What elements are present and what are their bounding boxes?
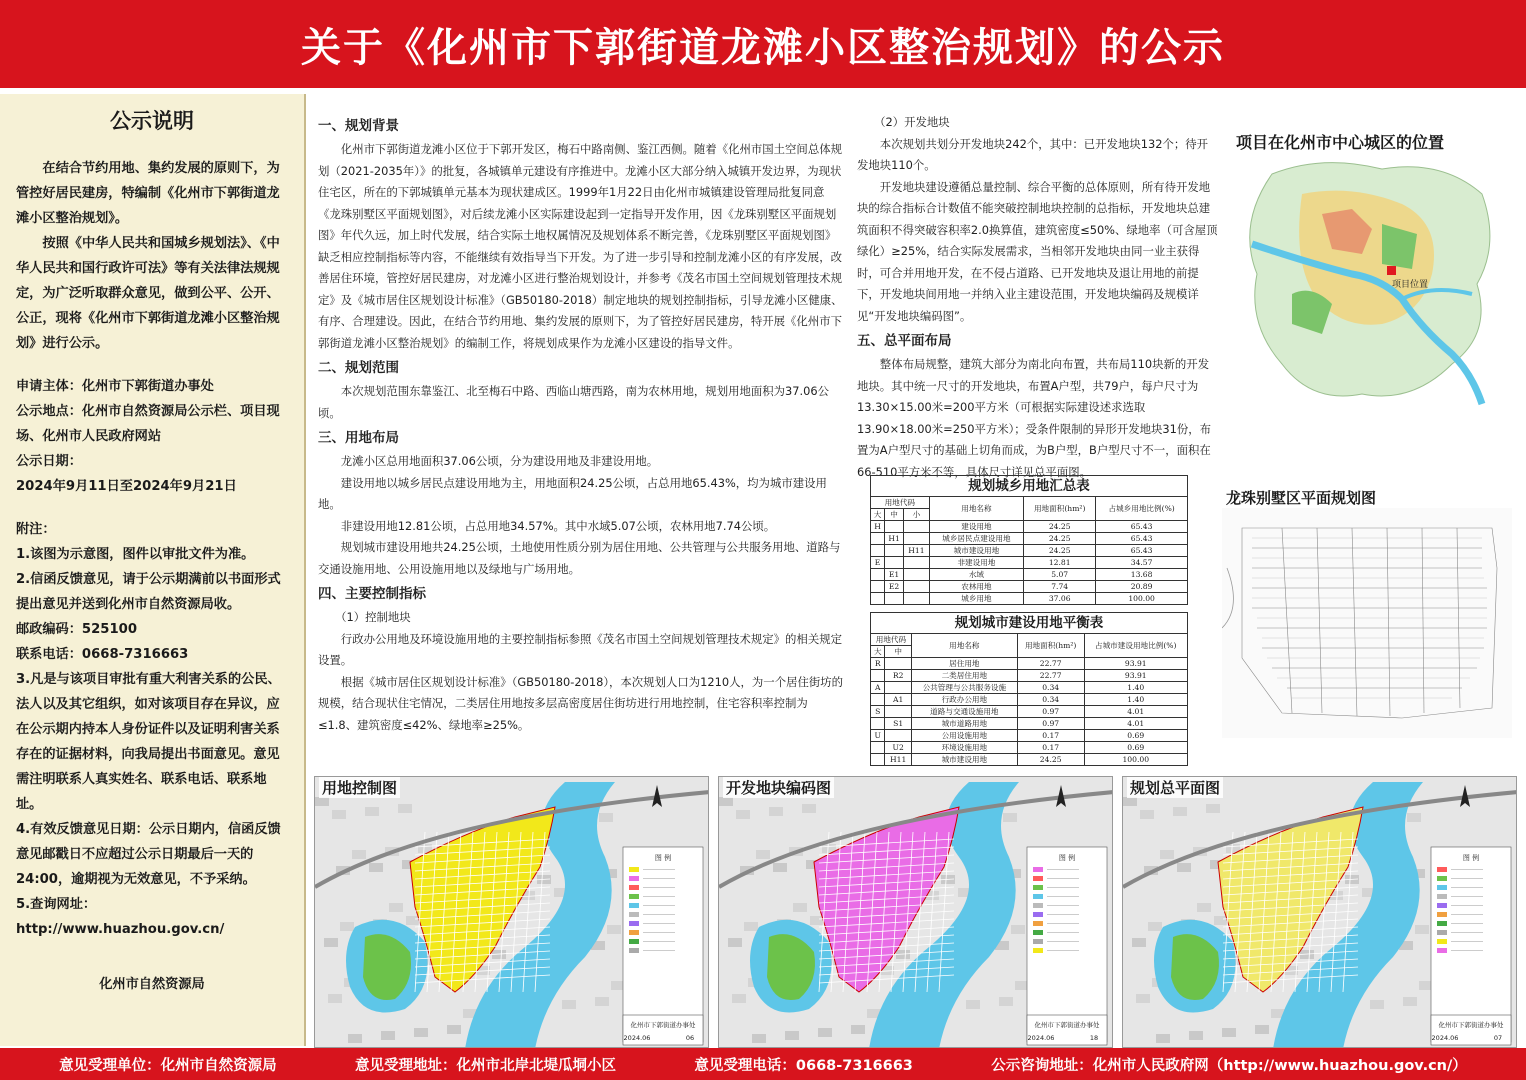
section-paragraph: 本次规划共划分开发地块242个，其中：已开发地块132个；待开发地块110个。 [857, 136, 1209, 172]
aerial-block [1206, 804, 1220, 813]
aerial-block [328, 994, 342, 1003]
col-header: 用地代码 [871, 497, 930, 509]
section-paragraph: 化州市下郭街道龙滩小区位于下郭开发区，梅石中路南侧、鉴江西侧。随着《化州市国土空间总体规划（2021-2035年）》的批复，各城镇单元建设有序推进中。龙滩小区大部分纳入城镇开发边界，为现状住宅区，所在的下郭城镇单元基本为现状建成区。1999年1月22日由化州市城镇建设管理局批复同意《龙珠别墅区平面规划图》，对后续龙滩小区实际建设起到一定指导开发作用，因《龙珠别墅区平面规划图》年代久远，加上时代发展，结合实际土地权属情况及规划体系不断完善，《龙珠别墅区平面规划图》缺乏相应控制指标等内容，不能继续有效指导当下开发。为了进一步引导和控制龙滩小区的有序发展，改善居住环境，管控好居民建房，对龙滩小区进行整治规划设计，并参考《茂名市国土空间规划管理技术规定》及《城市居住区规划设计标准》（GB50180-2018）制定地块的规划控制指标，引导龙滩小区健康、有序、合理建设。因此，在结合节约用地、集约发展的原则下，为了管控好居民建房，特开展《化州市下郭街道龙滩小区整治规划》的编制工作，将规划成果作为龙滩小区建设的指导文件。 [318, 142, 843, 350]
legend-swatch [1437, 867, 1447, 872]
section-heading: 一、规划背景 [318, 118, 399, 134]
notice-para-1: 在结合节约用地、集约发展的原则下，为管控好居民建房，特编制《化州市下郭街道龙滩小区整治规划》。 [16, 161, 280, 226]
table-cell: S [871, 706, 885, 718]
table-cell: 0.17 [1017, 742, 1084, 754]
aerial-block [744, 922, 758, 931]
table-row [871, 754, 1188, 766]
table-cell [885, 557, 904, 569]
col-header: 用地名称 [929, 497, 1023, 521]
aerial-block [756, 850, 770, 859]
map-title: 规划总平面图 [1127, 777, 1223, 798]
legend-swatch [1033, 930, 1043, 935]
table-cell: H11 [885, 754, 911, 766]
map-page: 07 [1493, 1034, 1503, 1042]
section-heading: 三、用地布局 [318, 430, 399, 446]
table-cell: H [871, 521, 885, 533]
table-cell [885, 545, 904, 557]
notice-para-2: 按照《中华人民共和国城乡规划法》、《中华人民共和国行政许可法》等有关法律法规规定，为广泛听取群众意见，做到公平、公开、公正，现将《化州市下郭街道龙滩小区整治规划》进行公示。 [16, 236, 280, 351]
section-paragraph: 开发地块建设遵循总量控制、综合平衡的总体原则，所有待开发地块的综合指标合计数值不能突破控制地块控制的总指标，开发地块总建筑面积不得突破容积率2.0换算值，建筑密度≤50%、绿地率（可含屋顶绿化）≥25%，结合实际发展需求，当相邻开发地块由同一业主获得时，可合并用地开发，在不侵占道路、已开发地块及退让用地的前提下，开发地块间用地一并纳入业主建设范围，开发地块编码及规模详见“开发地块编码图”。 [857, 179, 1218, 323]
section-paragraph: 根据《城市居住区规划设计标准》（GB50180-2018），本次规划人口为1210人，为一个居住街坊的规模，结合现状住宅情况，二类居住用地按多层高密度居住街坊进行用地控制，住宅容积率控制为≤1.8、建筑密度≤42%、绿地率≥25%。 [318, 674, 844, 732]
map-title: 用地控制图 [319, 777, 400, 798]
project-location-marker [1387, 266, 1396, 275]
aerial-block [324, 938, 338, 947]
aerial-block [381, 1031, 395, 1040]
table-cell: A [871, 682, 885, 694]
table-row [871, 533, 1188, 545]
table-cell: 二类居住用地 [911, 670, 1017, 682]
table-cell: 城市道路用地 [911, 718, 1017, 730]
legend-title: 图 例 [1058, 854, 1076, 862]
table-cell [871, 593, 885, 605]
aerial-block [1132, 938, 1146, 947]
applicant: 申请主体：化州市下郭街道办事处 [16, 379, 214, 394]
section-paragraph: 龙滩小区总用地面积37.06公顷，分为建设用地及非建设用地。 [340, 454, 659, 468]
legend-swatch [1437, 912, 1447, 917]
legend-swatch [1437, 948, 1447, 953]
legend-swatch [1033, 894, 1043, 899]
section-paragraph: 建设用地以城乡居民点建设用地为主，用地面积24.25公顷，占总用地65.43%，均为城市建设用地。 [318, 475, 827, 511]
note-2: 2.信函反馈意见，请于公示期满前以书面形式提出意见并送到化州市自然资源局收。 [16, 572, 281, 612]
legend-swatch [1033, 885, 1043, 890]
table-cell: 0.69 [1084, 742, 1188, 754]
table-cell: 城乡用地 [929, 593, 1023, 605]
table-row [871, 593, 1188, 605]
aerial-block [736, 810, 750, 819]
table-cell [904, 581, 930, 593]
subsection-heading: （2）开发地块 [874, 115, 950, 129]
table-cell [885, 593, 904, 605]
col-header: 小 [904, 509, 930, 521]
table-cell: 65.43 [1096, 533, 1188, 545]
table-cell [885, 730, 911, 742]
postcode: 邮政编码：525100 [16, 622, 137, 637]
table-cell [885, 682, 911, 694]
table-row [871, 521, 1188, 533]
aerial-block [332, 810, 346, 819]
table-cell [885, 658, 911, 670]
legend-swatch [1033, 948, 1043, 953]
aerial-block [352, 850, 366, 859]
aerial-block [719, 797, 733, 806]
footer-phone: 意见受理电话：0668-7316663 [694, 1057, 913, 1074]
aerial-block [1403, 997, 1417, 1006]
table-cell: H11 [904, 545, 930, 557]
aerial-block [398, 804, 412, 813]
table-cell: S1 [885, 718, 911, 730]
table-row [871, 569, 1188, 581]
notice-heading: 公示说明 [110, 109, 194, 133]
map-date: 2024.06 [1431, 1034, 1459, 1042]
legend-swatch [629, 921, 639, 926]
legend-swatch [1033, 867, 1043, 872]
table-cell: 农林用地 [929, 581, 1023, 593]
aerial-block [607, 925, 621, 934]
aerial-block [1177, 863, 1191, 872]
table-cell: 公用设施用地 [911, 730, 1017, 742]
table-cell: 0.34 [1017, 694, 1084, 706]
publish-date-value: 2024年9月11日至2024年9月21日 [16, 479, 237, 494]
table-row [871, 742, 1188, 754]
table-row [871, 670, 1188, 682]
legend-swatch [629, 930, 639, 935]
table-cell: 34.57 [1096, 557, 1188, 569]
col-header: 占城市建设用地比例(%) [1084, 634, 1188, 658]
table-cell: 24.25 [1017, 754, 1084, 766]
land-summary-table [870, 475, 1188, 605]
table-row [871, 694, 1188, 706]
table-row [871, 730, 1188, 742]
aerial-block [1197, 903, 1211, 912]
legend-swatch [629, 876, 639, 881]
aerial-block [728, 938, 742, 947]
legend-swatch [629, 885, 639, 890]
table-cell [904, 521, 930, 533]
aerial-block [1140, 810, 1154, 819]
table-cell: H1 [885, 533, 904, 545]
map-title: 开发地块编码图 [723, 777, 834, 798]
aerial-block [1189, 1031, 1203, 1040]
legend-title: 图 例 [654, 854, 672, 862]
footer-website[interactable]: 公示咨询地址：化州市人民政府网（http://www.huazhou.gov.cn/） [991, 1057, 1467, 1074]
aerial-block [414, 1028, 428, 1037]
table-cell: 城市建设用地 [929, 545, 1023, 557]
map-date: 2024.06 [1027, 1034, 1055, 1042]
table-cell [871, 754, 885, 766]
col-header: 用地面积(hm²) [1024, 497, 1096, 521]
map-page: 06 [685, 1034, 695, 1042]
plot-coding-map [718, 776, 1113, 1048]
table-cell [871, 569, 885, 581]
aerial-block [1156, 1034, 1170, 1043]
legend-swatch [1437, 903, 1447, 908]
table-cell: 65.43 [1096, 521, 1188, 533]
aerial-block [365, 807, 379, 816]
table-row [871, 581, 1188, 593]
location-map-title: 项目在化州市中心城区的位置 [1236, 133, 1445, 152]
legend-swatch [629, 867, 639, 872]
section-heading: 四、主要控制指标 [318, 586, 426, 602]
table-row [871, 682, 1188, 694]
land-control-map [314, 776, 709, 1048]
map-org: 化州市下郭街道办事处 [1034, 1021, 1100, 1029]
table-cell: 居住用地 [911, 658, 1017, 670]
publish-location: 公示地点：化州市自然资源局公示栏、项目现场、化州市人民政府网站 [16, 404, 280, 444]
table-cell: 22.77 [1017, 658, 1084, 670]
table-cell [871, 545, 885, 557]
table-cell: 非建设用地 [929, 557, 1023, 569]
table-cell [871, 742, 885, 754]
table-cell: 0.34 [1017, 682, 1084, 694]
issuing-org: 化州市自然资源局 [99, 977, 205, 992]
publish-date-label: 公示日期： [16, 454, 82, 469]
table-cell: 93.91 [1084, 658, 1188, 670]
note-1: 1.该图为示意图，图件以审批文件为准。 [16, 547, 255, 562]
legend-swatch [1033, 876, 1043, 881]
section-paragraph: 整体布局规整，建筑大部分为南北向布置，共布局110块新的开发地块。其中统一尺寸的开发地块，布置A户型，共79户，每户尺寸为13.30×15.00米=200平方米（可根据实际建设述求选取13.90×18.00米=250平方米）；受条件限制的异形开发地块31份，布置为A户型尺寸的基础上切角而成，为B户型，B户型尺寸不一，面积在66-510平方米不等，具体尺寸详见总平面图。 [857, 357, 1212, 479]
aerial-block [1407, 813, 1421, 822]
footer-address: 意见受理地址：化州市北岸北堤瓜垌小区 [355, 1057, 617, 1074]
col-header: 用地面积(hm²) [1017, 634, 1084, 658]
table-row [871, 557, 1188, 569]
aerial-block [1011, 925, 1025, 934]
table-cell: 1.40 [1084, 694, 1188, 706]
table-cell: 12.81 [1024, 557, 1096, 569]
table-cell: 100.00 [1084, 754, 1188, 766]
col-header: 大 [871, 646, 885, 658]
table-cell: 0.69 [1084, 730, 1188, 742]
aerial-block [773, 863, 787, 872]
table-cell [885, 521, 904, 533]
table-cell [904, 557, 930, 569]
table-cell: 65.43 [1096, 545, 1188, 557]
footer-unit: 意见受理单位：化州市自然资源局 [59, 1057, 277, 1074]
location-map [1232, 154, 1502, 410]
table-cell: 行政办公用地 [911, 694, 1017, 706]
legend-swatch [629, 894, 639, 899]
note-3: 3.凡是与该项目审批有重大利害关系的公民、法人以及其它组织，如对该项目存在异议，应在公示期内持本人身份证件以及证明利害关系存在的证据材料，向我局提出书面意见。意见需注明联系人真实姓名、联系电话、联系地址。 [16, 672, 281, 812]
table-cell: 4.01 [1084, 706, 1188, 718]
table-cell: 4.01 [1084, 718, 1188, 730]
aerial-block [732, 994, 746, 1003]
aerial-block [315, 797, 329, 806]
legend-swatch [1437, 876, 1447, 881]
table-cell: 7.74 [1024, 581, 1096, 593]
table-cell: 5.07 [1024, 569, 1096, 581]
aerial-block [752, 1034, 766, 1043]
aerial-block [1003, 813, 1017, 822]
col-header: 占城乡用地比例(%) [1096, 497, 1188, 521]
table-cell: 100.00 [1096, 593, 1188, 605]
legend-swatch [629, 903, 639, 908]
aerial-block [369, 863, 383, 872]
table-cell: 环境设施用地 [911, 742, 1017, 754]
legend-swatch [629, 939, 639, 944]
aerial-block [389, 903, 403, 912]
table-cell: 24.25 [1024, 545, 1096, 557]
table-cell [904, 533, 930, 545]
aerial-block [1370, 1000, 1384, 1009]
aerial-block [851, 1025, 865, 1034]
table-cell: E2 [885, 581, 904, 593]
aerial-block [447, 1025, 461, 1034]
table-row [871, 706, 1188, 718]
old-plan-map [1222, 508, 1512, 738]
table-cell: E [871, 557, 885, 569]
aerial-block [999, 997, 1013, 1006]
table-cell: R [871, 658, 885, 670]
aerial-block [966, 1000, 980, 1009]
table-row [871, 658, 1188, 670]
map-page: 18 [1089, 1034, 1099, 1042]
table-cell: 城乡居民点建设用地 [929, 533, 1023, 545]
table-cell: 水域 [929, 569, 1023, 581]
legend-swatch [1033, 921, 1043, 926]
table-cell: 13.68 [1096, 569, 1188, 581]
construction-land-balance-table [870, 612, 1188, 766]
aerial-block [1136, 994, 1150, 1003]
aerial-block [1148, 922, 1162, 931]
aerial-block [340, 922, 354, 931]
table-cell: R2 [885, 670, 911, 682]
table-cell [871, 581, 885, 593]
table-cell: A1 [885, 694, 911, 706]
legend-swatch [1437, 939, 1447, 944]
footer-bar [0, 1048, 1526, 1080]
table-cell: 20.89 [1096, 581, 1188, 593]
table-caption: 规划城乡用地汇总表 [870, 475, 1188, 496]
aerial-block [1222, 1028, 1236, 1037]
note-5: 5.查询网址：http://www.huazhou.gov.cn/ [16, 897, 225, 937]
table-cell: 22.77 [1017, 670, 1084, 682]
table-cell: 24.25 [1024, 533, 1096, 545]
col-header: 用地名称 [911, 634, 1017, 658]
table-cell [871, 670, 885, 682]
project-location-label: 项目位置 [1392, 280, 1429, 290]
aerial-block [1123, 797, 1137, 806]
col-header: 中 [885, 509, 904, 521]
legend-swatch [1437, 894, 1447, 899]
aerial-block [1160, 850, 1174, 859]
section-heading: 二、规划范围 [318, 360, 399, 376]
contact-phone: 联系电话：0668-7316663 [16, 647, 189, 662]
section-paragraph: 非建设用地12.81公顷，占总用地34.57%。其中水域5.07公顷，农林用地7.74公顷。 [340, 518, 776, 533]
section-paragraph: 行政办公用地及环境设施用地的主要控制指标参照《茂名市国土空间规划管理技术规定》的相关规定设置。 [318, 631, 842, 667]
table-cell: 建设用地 [929, 521, 1023, 533]
col-header: 用地代码 [871, 634, 912, 646]
section-paragraph: 本次规划范围东靠鉴江、北至梅石中路、西临山塘西路，南为农林用地，规划用地面积为37.06公顷。 [318, 384, 830, 420]
aerial-block [785, 1031, 799, 1040]
col-header: 大 [871, 509, 885, 521]
plan-text-column-1 [318, 112, 846, 736]
aerial-block [348, 1034, 362, 1043]
table-row [871, 545, 1188, 557]
aerial-block [1173, 807, 1187, 816]
section-paragraph: 规划城市建设用地共24.25公顷，土地使用性质分别为居住用地、公共管理与公共服务用地、道路与交通设施用地、公用设施用地以及绿地与广场用地。 [318, 540, 841, 576]
legend-swatch [1437, 885, 1447, 890]
table-cell: 城市建设用地 [911, 754, 1017, 766]
aerial-block [802, 804, 816, 813]
section-heading: 五、总平面布局 [857, 333, 952, 349]
table-cell [871, 718, 885, 730]
aerial-block [1255, 1025, 1269, 1034]
table-cell [904, 593, 930, 605]
page-title: 关于《化州市下郭街道龙滩小区整治规划》的公示 [0, 0, 1526, 88]
notes-label: 附注： [16, 522, 56, 537]
table-row [871, 718, 1188, 730]
map-org: 化州市下郭街道办事处 [630, 1021, 696, 1029]
table-cell: 24.25 [1024, 521, 1096, 533]
table-cell: 0.97 [1017, 706, 1084, 718]
notice-panel [0, 94, 306, 1046]
table-cell: 93.91 [1084, 670, 1188, 682]
aerial-block [599, 813, 613, 822]
col-header: 中 [885, 646, 911, 658]
table-cell: 1.40 [1084, 682, 1188, 694]
table-cell: 0.17 [1017, 730, 1084, 742]
table-cell: 37.06 [1024, 593, 1096, 605]
legend-swatch [629, 912, 639, 917]
table-cell: 道路与交通设施用地 [911, 706, 1017, 718]
table-cell: U2 [885, 742, 911, 754]
legend-swatch [1437, 930, 1447, 935]
table-cell [871, 533, 885, 545]
legend-swatch [629, 948, 639, 953]
aerial-block [793, 903, 807, 912]
legend-title: 图 例 [1462, 854, 1480, 862]
table-cell [904, 569, 930, 581]
legend-swatch [1437, 921, 1447, 926]
aerial-block [595, 997, 609, 1006]
aerial-block [769, 807, 783, 816]
table-cell: U [871, 730, 885, 742]
old-plan-title: 龙珠别墅区平面规划图 [1226, 489, 1377, 507]
table-cell: E1 [885, 569, 904, 581]
master-plan-map [1122, 776, 1517, 1048]
subsection-heading: （1）控制地块 [335, 610, 411, 624]
table-cell [871, 694, 885, 706]
aerial-block [1415, 925, 1429, 934]
table-cell [885, 706, 911, 718]
map-org: 化州市下郭街道办事处 [1438, 1021, 1504, 1029]
aerial-block [562, 1000, 576, 1009]
legend-swatch [1033, 939, 1043, 944]
table-cell: 公共管理与公共服务设施 [911, 682, 1017, 694]
table-caption: 规划城市建设用地平衡表 [870, 612, 1188, 633]
legend-swatch [1033, 912, 1043, 917]
map-date: 2024.06 [623, 1034, 651, 1042]
table-cell: 0.97 [1017, 718, 1084, 730]
aerial-block [818, 1028, 832, 1037]
legend-swatch [1033, 903, 1043, 908]
note-4: 4.有效反馈意见日期：公示日期内，信函反馈意见邮戳日不应超过公示日期最后一天的24:00，逾期视为无效意见，不予采纳。 [16, 822, 281, 887]
plan-text-column-2 [857, 112, 1219, 483]
